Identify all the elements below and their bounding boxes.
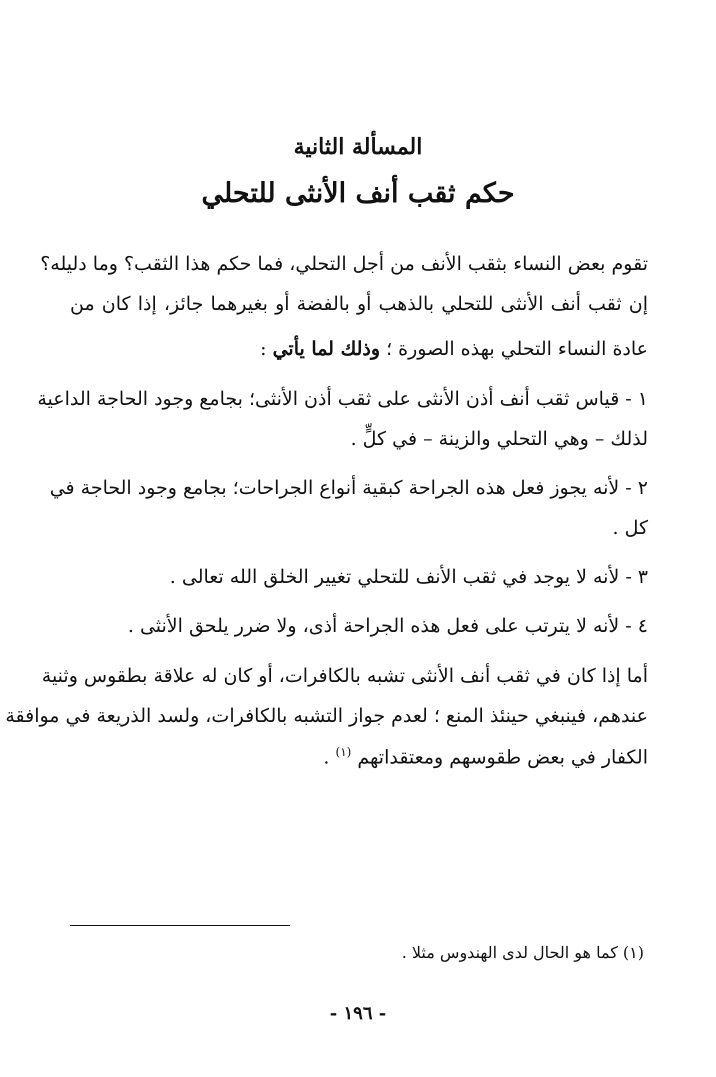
conclusion-line-1: أما إذا كان في ثقب أنف الأنثى تشبه بالكافرات، أو كان له علاقة بطقوس وثنية [41, 665, 648, 687]
page-title: حكم ثقب أنف الأنثى للتحلي [201, 178, 515, 209]
footnote-reference: (١) [335, 745, 352, 759]
intro-line-3-text: عادة النساء التحلي بهذه الصورة ؛ [386, 338, 648, 360]
page-number: - ١٩٦ - [329, 1003, 387, 1024]
intro-line-2: إن ثقب أنف الأنثى للتحلي بالذهب أو بالفضة أو بغيرهما جائز، إذا كان من [70, 293, 648, 315]
point-1-line-1: ١ - قياس ثقب أنف أذن الأنثى على ثقب أذن الأنثى؛ بجامع وجود الحاجة الداعية [37, 388, 648, 410]
footnote: (١) كما هو الحال لدى الهندوس مثلا . [401, 943, 644, 962]
intro-line-3-bold: وذلك لما يأتي [272, 338, 381, 360]
intro-line-3-colon: : [260, 338, 267, 360]
intro-line-3 [70, 338, 648, 360]
point-2-line-2: كل . [612, 517, 648, 539]
point-4: ٤ - لأنه لا يترتب على فعل هذه الجراحة أذى، ولا ضرر يلحق الأنثى . [127, 615, 648, 637]
section-heading: المسألة الثانية [293, 134, 423, 160]
point-1-line-2: لذلك – وهي التحلي والزينة – في كلٍّ . [350, 428, 648, 450]
conclusion-line-2: عندهم، فينبغي حينئذ المنع ؛ لعدم جواز التشبه بالكافرات، ولسد الذريعة في موافقة [5, 705, 648, 727]
conclusion-line-3-end: . [323, 746, 330, 769]
point-3: ٣ - لأنه لا يوجد في ثقب الأنف للتحلي تغيير الخلق الله تعالى . [169, 566, 648, 588]
footnote-divider [70, 925, 290, 926]
conclusion-line-3 [70, 745, 648, 768]
conclusion-line-3-text: الكفار في بعض طقوسهم ومعتقداتهم [357, 746, 648, 769]
point-2-line-1: ٢ - لأنه يجوز فعل هذه الجراحة كبقية أنواع الجراحات؛ بجامع وجود الحاجة في [49, 477, 648, 499]
intro-line-1: تقوم بعض النساء بثقب الأنف من أجل التحلي، فما حكم هذا الثقب؟ وما دليله؟ [40, 253, 648, 275]
